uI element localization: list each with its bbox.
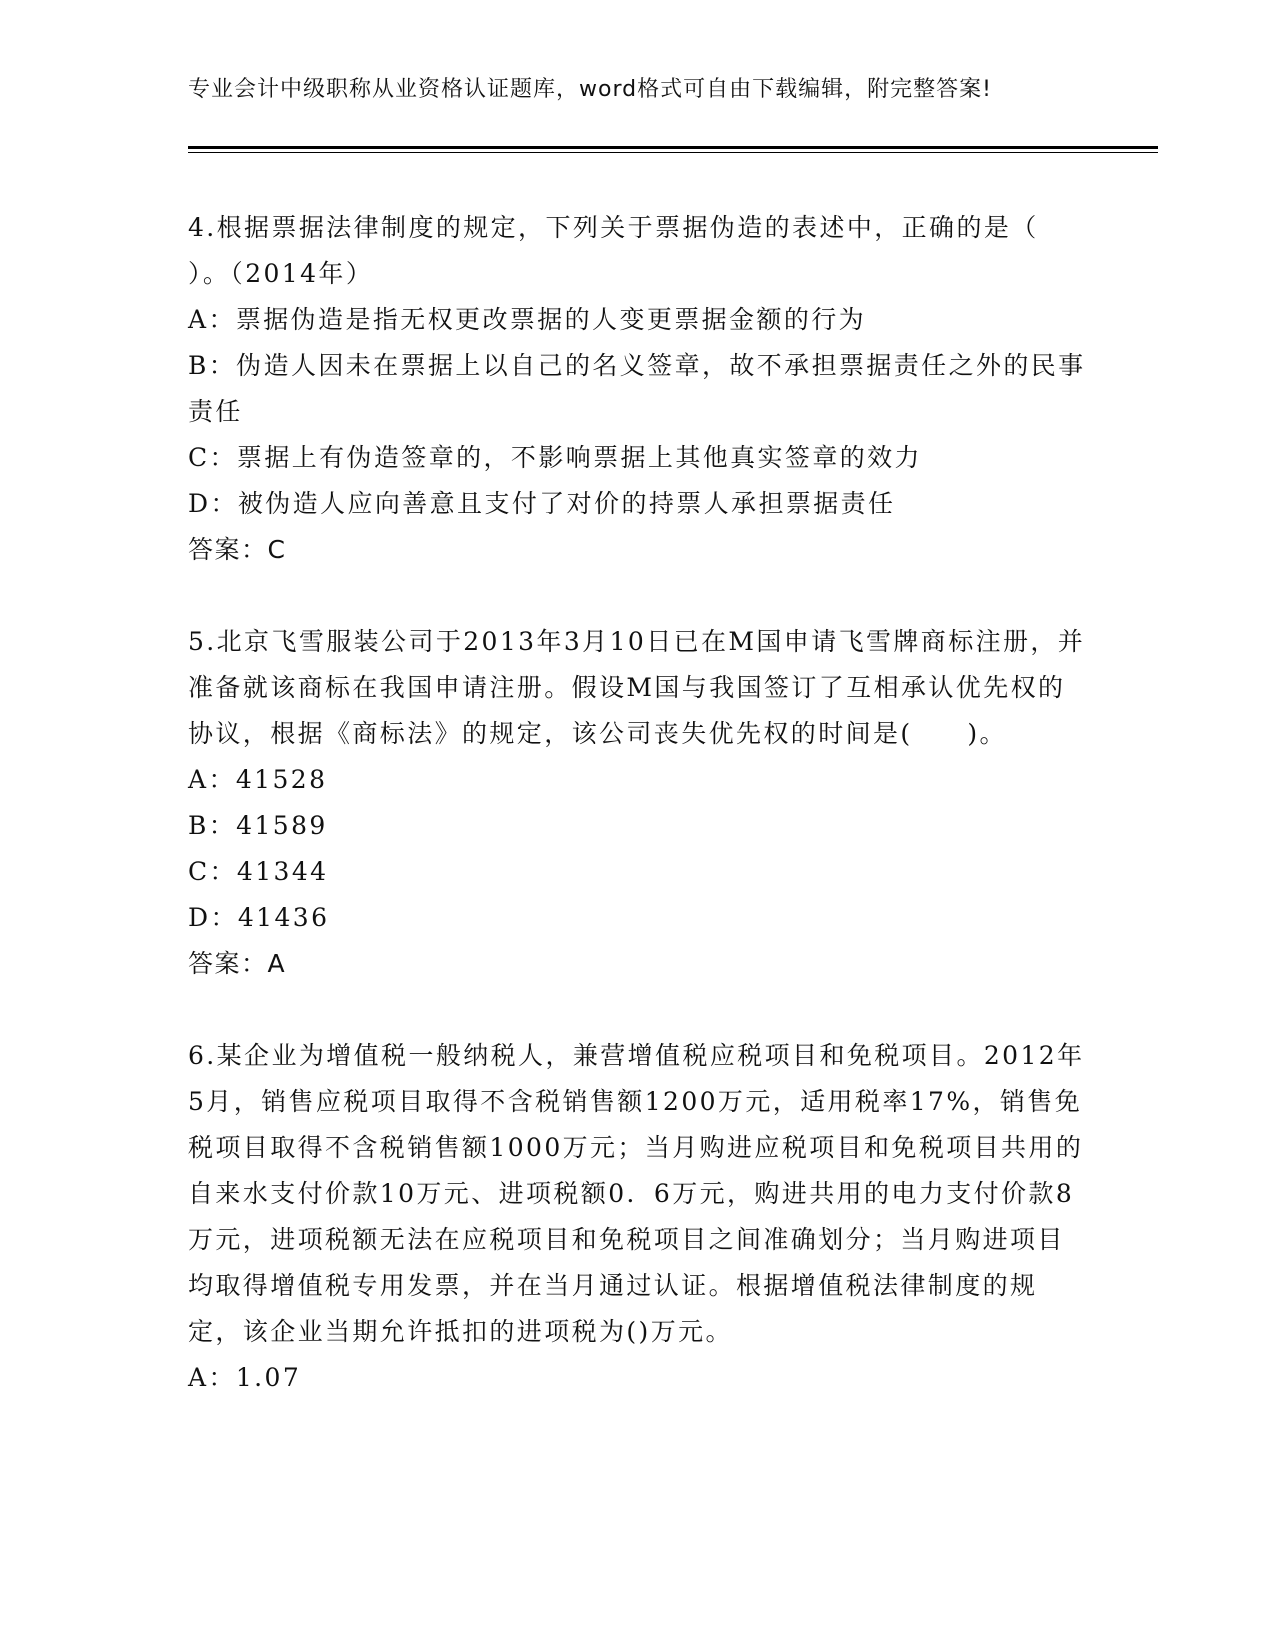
option-b: B：伪造人因未在票据上以自己的名义签章，故不承担票据责任之外的民事责任	[188, 351, 1086, 426]
option-d: D：41436	[188, 903, 330, 932]
answer-label: 答案：A	[188, 949, 287, 978]
question-4	[188, 205, 1088, 573]
question-stem: 5.北京飞雪服装公司于2013年3月10日已在M国申请飞雪牌商标注册，并准备就该商标在我国申请注册。假设M国与我国签订了互相承认优先权的协议，根据《商标法》的规定，该公司丧失优先权的时间是( )。	[188, 627, 1086, 748]
question-stem: 4.根据票据法律制度的规定，下列关于票据伪造的表述中，正确的是（ ）。（2014年）	[188, 213, 1039, 288]
question-list	[188, 205, 1088, 1447]
header-divider-thin	[188, 152, 1158, 153]
option-d: D：被伪造人应向善意且支付了对价的持票人承担票据责任	[188, 489, 896, 518]
option-a: A：41528	[188, 765, 328, 794]
question-stem: 6.某企业为增值税一般纳税人，兼营增值税应税项目和免税项目。2012年5月，销售应税项目取得不含税销售额1200万元，适用税率17%，销售免税项目取得不含税销售额1000万元；当月购进应税项目和免税项目共用的自来水支付价款10万元、进项税额0．6万元，购进共用的电力支付价款8万元，进项税额无法在应税项目和免税项目之间准确划分；当月购进项目均取得增值税专用发票，并在当月通过认证。根据增值税法律制度的规定，该企业当期允许抵扣的进项税为()万元。	[188, 1041, 1085, 1346]
option-c: C：票据上有伪造签章的，不影响票据上其他真实签章的效力	[188, 443, 922, 472]
header-divider-thick	[188, 146, 1158, 149]
option-b: B：41589	[188, 811, 328, 840]
question-5	[188, 619, 1088, 987]
question-6	[188, 1033, 1088, 1401]
answer-label: 答案：C	[188, 535, 287, 564]
option-a: A：票据伪造是指无权更改票据的人变更票据金额的行为	[188, 305, 867, 334]
option-a: A：1.07	[188, 1363, 302, 1392]
document-header: 专业会计中级职称从业资格认证题库，word格式可自由下载编辑，附完整答案!	[188, 77, 992, 102]
option-c: C：41344	[188, 857, 329, 886]
